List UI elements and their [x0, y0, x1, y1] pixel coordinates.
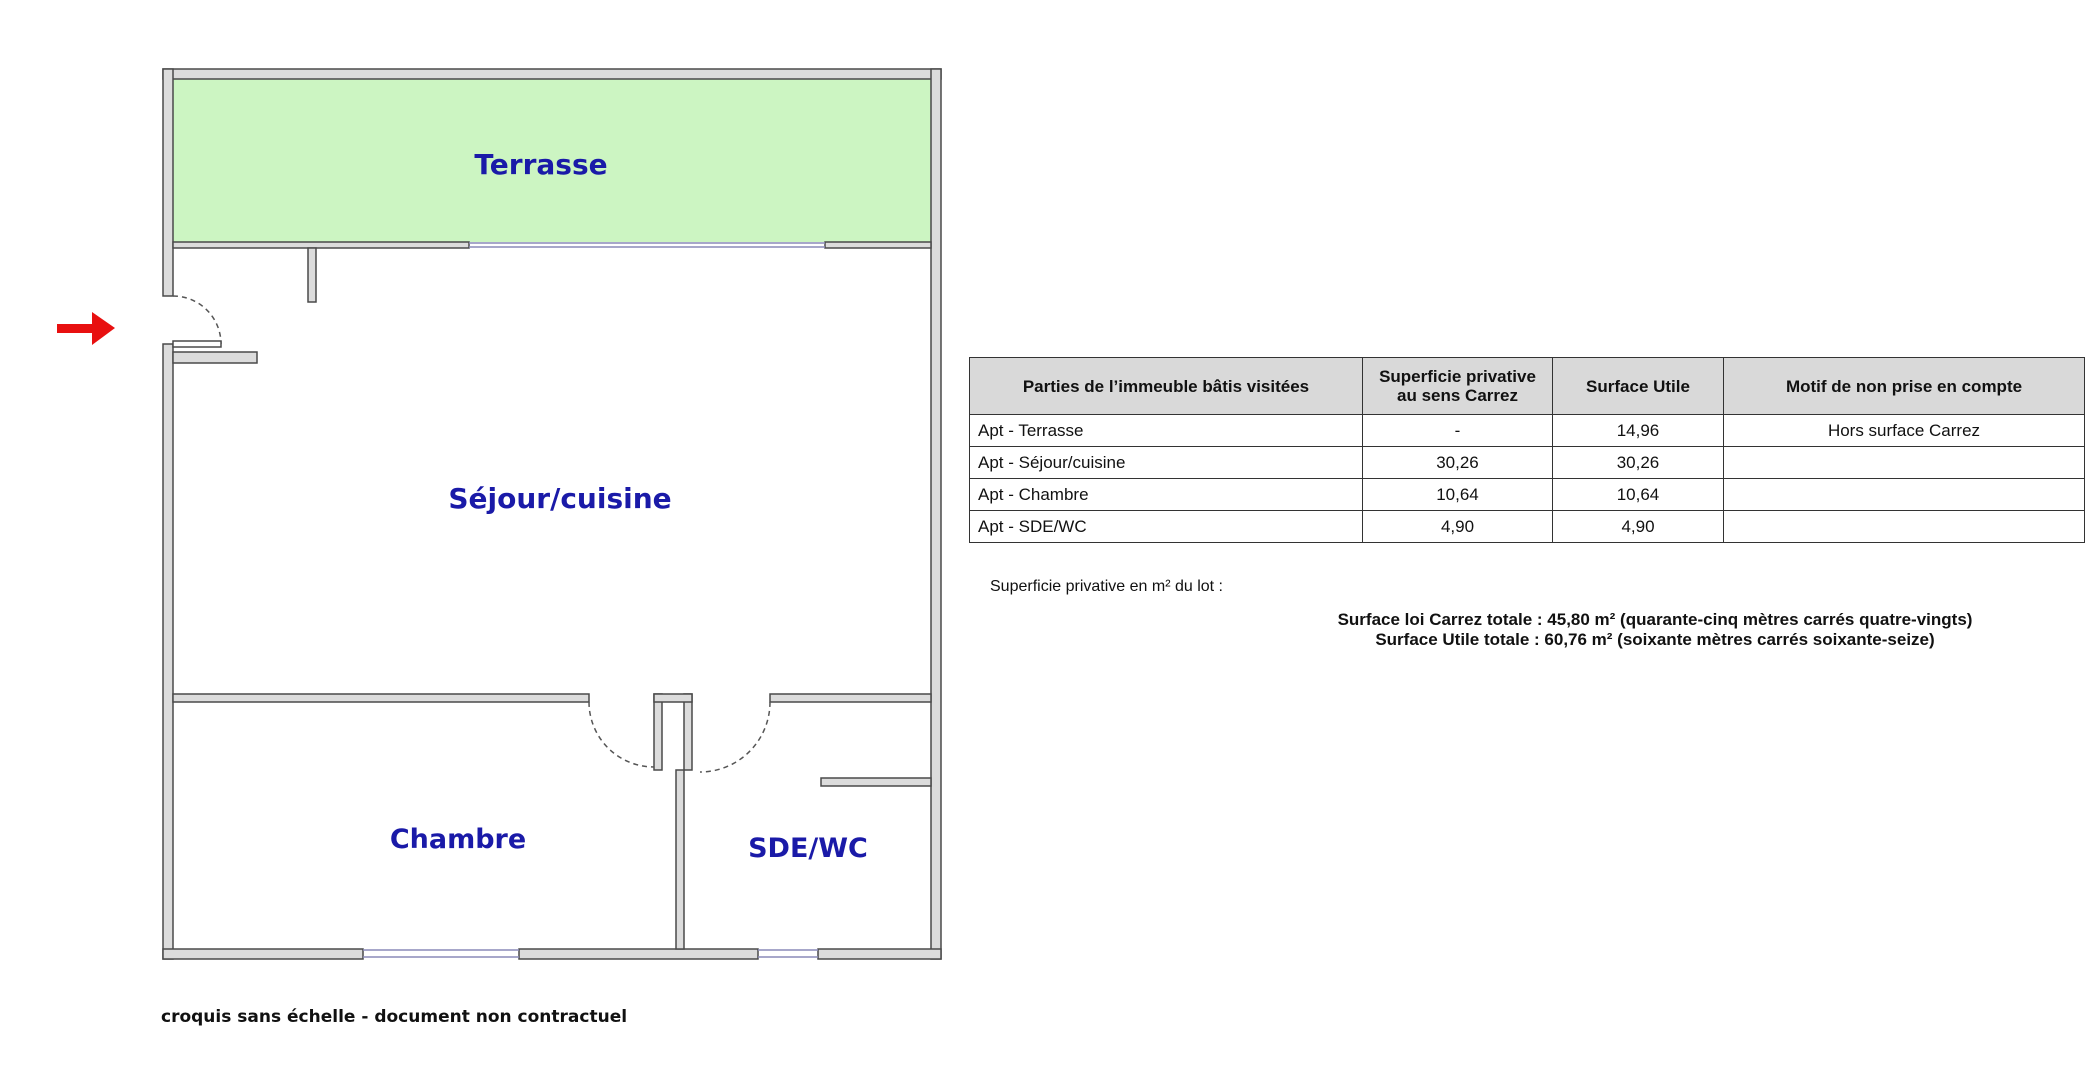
- table-row: [970, 447, 2085, 479]
- outer-wall-bottom-1: [163, 949, 363, 959]
- floor-plan: [0, 0, 960, 1000]
- sde-label: SDE/WC: [748, 833, 868, 864]
- cell-part: Apt - Terrasse: [970, 415, 1363, 447]
- chambre-label: Chambre: [389, 824, 527, 855]
- sde-door-swing: [700, 702, 770, 772]
- table-row: [970, 511, 2085, 543]
- cell-utile: 4,90: [1553, 511, 1724, 543]
- cell-carrez: 4,90: [1363, 511, 1553, 543]
- door-jamb-left: [654, 694, 662, 770]
- table-row: [970, 479, 2085, 511]
- header-carrez-line2: au sens Carrez: [1397, 386, 1518, 405]
- sde-partition: [821, 778, 931, 786]
- entry-partition: [308, 248, 316, 302]
- entrance-arrow-icon: [57, 312, 115, 345]
- terrace-wall-right: [825, 242, 931, 248]
- cell-part: Apt - Séjour/cuisine: [970, 447, 1363, 479]
- cell-motif: Hors surface Carrez: [1724, 415, 2085, 447]
- entrance-door-leaf: [173, 341, 221, 347]
- cell-carrez: 30,26: [1363, 447, 1553, 479]
- outer-wall-bottom-2: [519, 949, 758, 959]
- outer-wall-left-upper: [163, 69, 173, 296]
- outer-wall-top: [163, 69, 941, 79]
- cell-motif: [1724, 447, 2085, 479]
- sejour-wall-left: [173, 694, 589, 702]
- cell-part: Apt - SDE/WC: [970, 511, 1363, 543]
- header-carrez-line1: Superficie privative: [1379, 367, 1536, 386]
- outer-wall-left-lower: [163, 344, 173, 959]
- terrace-wall-left: [173, 242, 469, 248]
- cell-utile: 14,96: [1553, 415, 1724, 447]
- jamb-cap: [654, 694, 692, 702]
- totals-block: [1080, 610, 2096, 650]
- header-motif: Motif de non prise en compte: [1724, 358, 2085, 415]
- disclaimer: croquis sans échelle - document non contractuel: [161, 1007, 628, 1027]
- entrance-door-swing: [173, 296, 221, 344]
- surface-table: [969, 357, 2085, 543]
- cell-utile: 30,26: [1553, 447, 1724, 479]
- cell-carrez: 10,64: [1363, 479, 1553, 511]
- table-header-row: [970, 358, 2085, 415]
- door-jamb-right: [684, 694, 692, 770]
- cell-motif: [1724, 479, 2085, 511]
- utile-total: Surface Utile totale : 60,76 m² (soixante mètres carrés soixante-seize): [1375, 630, 1935, 649]
- table-row: [970, 415, 2085, 447]
- chambre-sde-wall: [676, 770, 684, 949]
- sejour-wall-right: [770, 694, 931, 702]
- outer-wall-bottom-3: [818, 949, 941, 959]
- header-parts: Parties de l’immeuble bâtis visitées: [970, 358, 1363, 415]
- cell-utile: 10,64: [1553, 479, 1724, 511]
- cell-motif: [1724, 511, 2085, 543]
- entry-stub: [173, 352, 257, 363]
- cell-part: Apt - Chambre: [970, 479, 1363, 511]
- header-carrez: [1363, 358, 1553, 415]
- carrez-total: Surface loi Carrez totale : 45,80 m² (quarante-cinq mètres carrés quatre-vingts): [1337, 610, 1973, 629]
- outer-wall-right: [931, 69, 941, 959]
- sejour-label: Séjour/cuisine: [448, 482, 672, 515]
- cell-carrez: -: [1363, 415, 1553, 447]
- header-utile: Surface Utile: [1553, 358, 1724, 415]
- chambre-door-swing: [589, 702, 654, 767]
- lot-label: Superficie privative en m² du lot :: [990, 578, 1223, 595]
- terrasse-label: Terrasse: [474, 148, 608, 181]
